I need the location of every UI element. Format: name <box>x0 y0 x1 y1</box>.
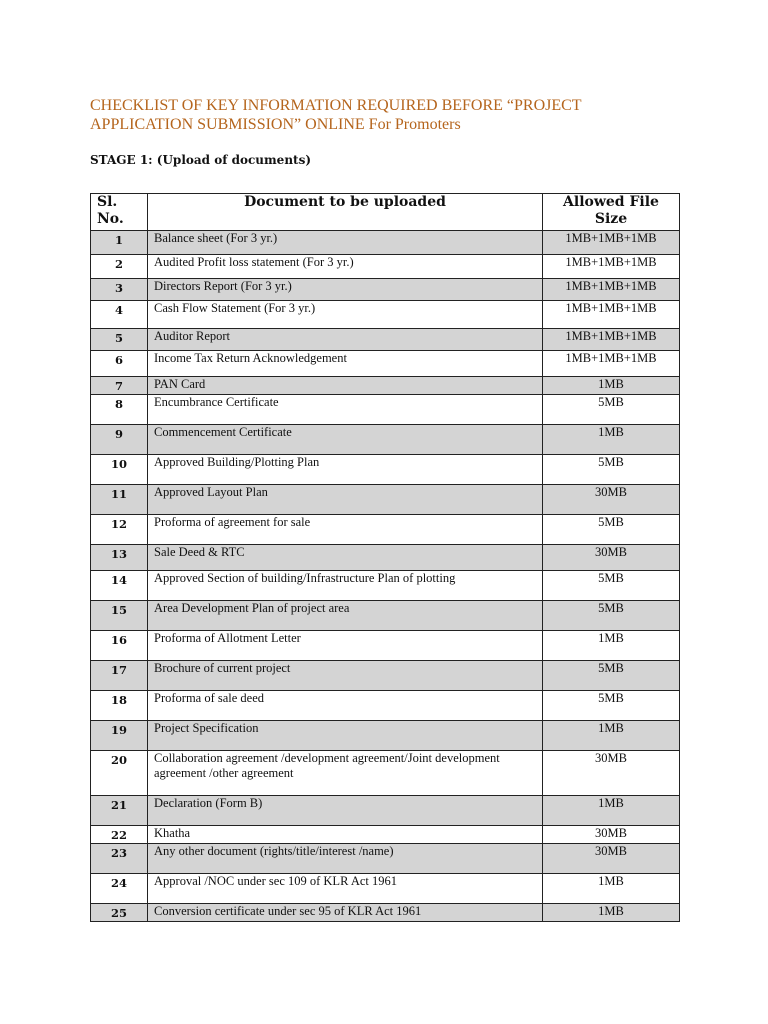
table-row <box>91 455 680 485</box>
table-row <box>91 395 680 425</box>
row-number: 5 <box>91 329 148 351</box>
row-file-size: 5MB <box>543 395 680 425</box>
row-file-size: 1MB <box>543 904 680 922</box>
row-document: Declaration (Form B) <box>148 796 543 826</box>
row-number: 3 <box>91 279 148 301</box>
table-row <box>91 874 680 904</box>
table-row <box>91 796 680 826</box>
row-file-size: 1MB+1MB+1MB <box>543 329 680 351</box>
table-row <box>91 515 680 545</box>
document-title <box>90 96 690 134</box>
table-row <box>91 279 680 301</box>
table-row <box>91 661 680 691</box>
table-row <box>91 904 680 922</box>
header-size-line2: Size <box>594 211 628 227</box>
row-number: 17 <box>91 661 148 691</box>
row-file-size: 5MB <box>543 691 680 721</box>
row-number: 19 <box>91 721 148 751</box>
row-number: 12 <box>91 515 148 545</box>
row-file-size: 1MB <box>543 377 680 395</box>
row-document: Proforma of Allotment Letter <box>148 631 543 661</box>
row-document: Balance sheet (For 3 yr.) <box>148 231 543 255</box>
row-number: 2 <box>91 255 148 279</box>
row-document: Income Tax Return Acknowledgement <box>148 351 543 377</box>
row-document: Brochure of current project <box>148 661 543 691</box>
row-file-size: 30MB <box>543 844 680 874</box>
table-row <box>91 425 680 455</box>
row-number: 13 <box>91 545 148 571</box>
documents-table <box>90 193 680 922</box>
row-number: 10 <box>91 455 148 485</box>
row-file-size: 1MB+1MB+1MB <box>543 279 680 301</box>
row-file-size: 5MB <box>543 571 680 601</box>
table-row <box>91 844 680 874</box>
row-file-size: 1MB <box>543 721 680 751</box>
row-file-size: 1MB+1MB+1MB <box>543 351 680 377</box>
row-file-size: 30MB <box>543 545 680 571</box>
table-row <box>91 231 680 255</box>
header-sl-line1: Sl. <box>97 194 118 210</box>
row-document: Proforma of agreement for sale <box>148 515 543 545</box>
table-row <box>91 351 680 377</box>
row-number: 25 <box>91 904 148 922</box>
row-number: 23 <box>91 844 148 874</box>
stage-heading: STAGE 1: (Upload of documents) <box>90 153 312 167</box>
row-number: 24 <box>91 874 148 904</box>
header-sl-line2: No. <box>97 211 124 227</box>
table-body <box>91 231 680 922</box>
row-document: Encumbrance Certificate <box>148 395 543 425</box>
row-document: Conversion certificate under sec 95 of KLR Act 1961 <box>148 904 543 922</box>
row-number: 6 <box>91 351 148 377</box>
row-file-size: 1MB <box>543 631 680 661</box>
row-number: 1 <box>91 231 148 255</box>
row-document: PAN Card <box>148 377 543 395</box>
row-document: Collaboration agreement /development agreement/Joint development agreement /other agreement <box>148 751 543 796</box>
header-size-line1: Allowed File <box>563 194 659 210</box>
row-document: Approved Layout Plan <box>148 485 543 515</box>
table-row <box>91 301 680 329</box>
row-document: Approval /NOC under sec 109 of KLR Act 1961 <box>148 874 543 904</box>
row-number: 4 <box>91 301 148 329</box>
row-file-size: 1MB <box>543 874 680 904</box>
row-file-size: 30MB <box>543 751 680 796</box>
table-row <box>91 329 680 351</box>
row-document: Approved Section of building/Infrastructure Plan of plotting <box>148 571 543 601</box>
row-number: 8 <box>91 395 148 425</box>
row-number: 20 <box>91 751 148 796</box>
table-row <box>91 545 680 571</box>
row-file-size: 5MB <box>543 515 680 545</box>
row-file-size: 1MB+1MB+1MB <box>543 255 680 279</box>
table-row <box>91 377 680 395</box>
row-number: 9 <box>91 425 148 455</box>
row-file-size: 5MB <box>543 601 680 631</box>
row-number: 18 <box>91 691 148 721</box>
table-row <box>91 751 680 796</box>
row-number: 21 <box>91 796 148 826</box>
header-file-size <box>543 194 680 231</box>
table-row <box>91 255 680 279</box>
row-file-size: 30MB <box>543 485 680 515</box>
row-document: Khatha <box>148 826 543 844</box>
row-file-size: 1MB+1MB+1MB <box>543 231 680 255</box>
row-document: Area Development Plan of project area <box>148 601 543 631</box>
row-document: Project Specification <box>148 721 543 751</box>
row-number: 14 <box>91 571 148 601</box>
row-document: Commencement Certificate <box>148 425 543 455</box>
row-file-size: 5MB <box>543 455 680 485</box>
row-number: 16 <box>91 631 148 661</box>
row-document: Proforma of sale deed <box>148 691 543 721</box>
title-line-2: APPLICATION SUBMISSION” ONLINE For Promoters <box>90 116 461 133</box>
row-document: Auditor Report <box>148 329 543 351</box>
row-document: Cash Flow Statement (For 3 yr.) <box>148 301 543 329</box>
table-row <box>91 485 680 515</box>
table-row <box>91 691 680 721</box>
row-document: Audited Profit loss statement (For 3 yr.) <box>148 255 543 279</box>
table-row <box>91 721 680 751</box>
row-number: 22 <box>91 826 148 844</box>
row-file-size: 5MB <box>543 661 680 691</box>
table-row <box>91 571 680 601</box>
header-sl-no <box>91 194 148 231</box>
row-number: 15 <box>91 601 148 631</box>
table-row <box>91 826 680 844</box>
row-document: Any other document (rights/title/interest /name) <box>148 844 543 874</box>
table-header-row <box>91 194 680 231</box>
title-line-1: CHECKLIST OF KEY INFORMATION REQUIRED BEFORE “PROJECT <box>90 97 582 114</box>
row-document: Approved Building/Plotting Plan <box>148 455 543 485</box>
row-number: 11 <box>91 485 148 515</box>
row-file-size: 1MB <box>543 425 680 455</box>
row-document: Directors Report (For 3 yr.) <box>148 279 543 301</box>
row-file-size: 30MB <box>543 826 680 844</box>
table-row <box>91 631 680 661</box>
row-file-size: 1MB <box>543 796 680 826</box>
row-file-size: 1MB+1MB+1MB <box>543 301 680 329</box>
table-row <box>91 601 680 631</box>
header-document: Document to be uploaded <box>148 194 543 231</box>
row-document: Sale Deed & RTC <box>148 545 543 571</box>
row-number: 7 <box>91 377 148 395</box>
